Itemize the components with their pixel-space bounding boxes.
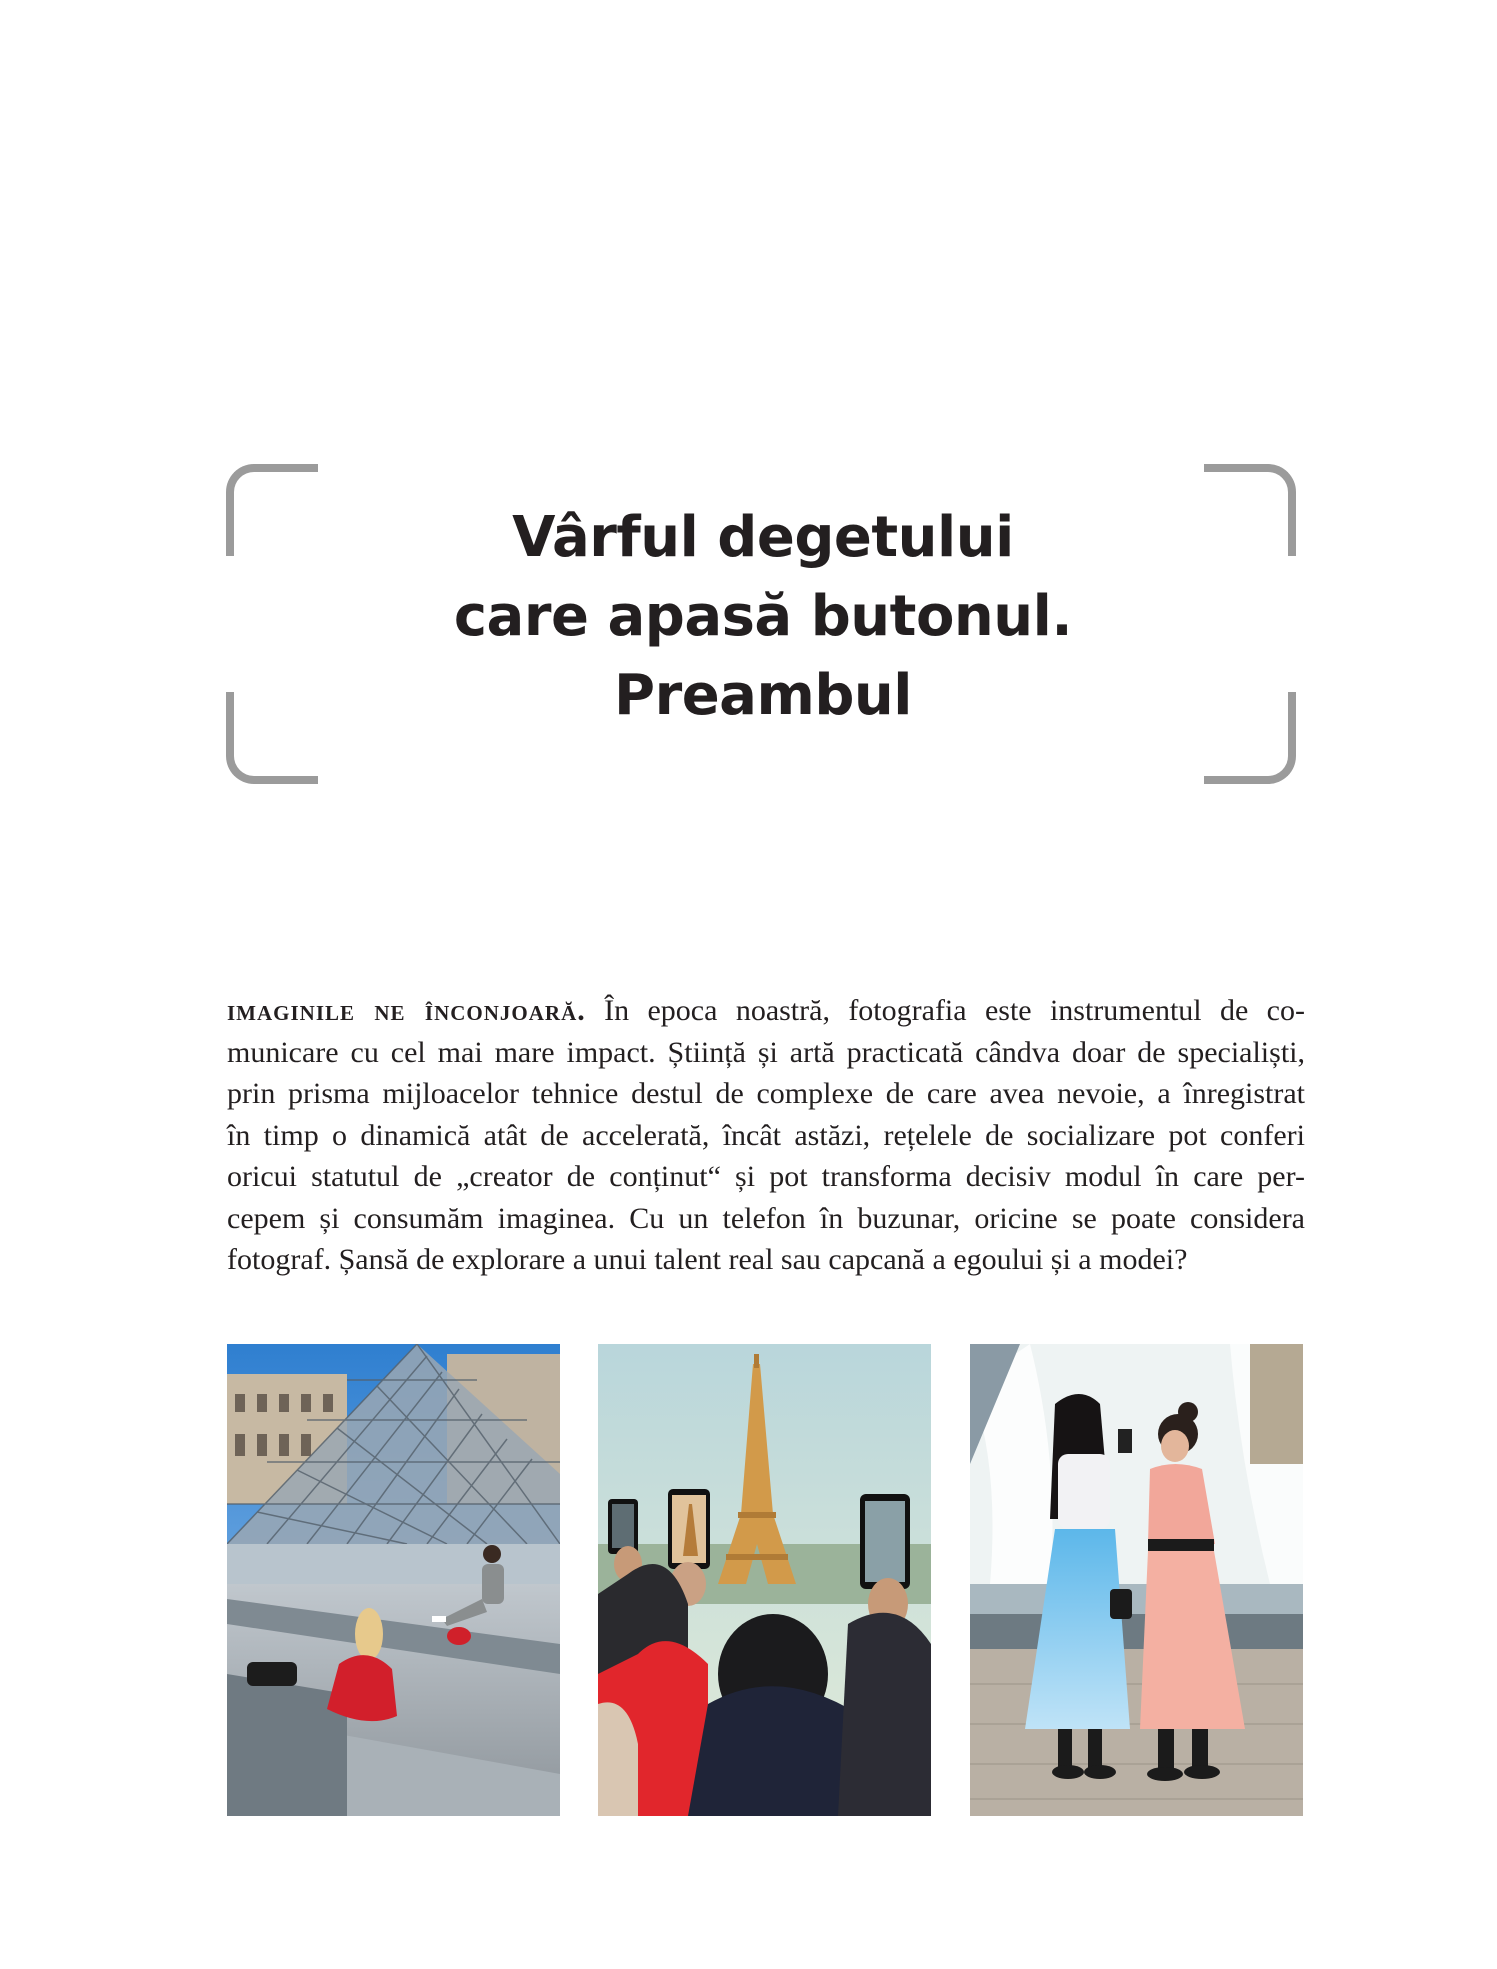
paragraph-line: fotograf. Șansă de explorare a unui talent real sau capcană a egoului și a modei? [227,1243,1188,1276]
paragraph-line: în timp o dinamică atât de accelerată, încât astăzi, rețelele de socializare pot conferi [227,1118,1305,1152]
paragraph-line: oricui statutul de „creator de conținut“ și pot transforma decisiv modul în care per- [227,1160,1305,1193]
louvre-pyramid-photo [227,1344,560,1816]
chapter-title-line: care apasă butonul. [453,584,1073,649]
two-women-fountain-photo [970,1344,1303,1816]
bracket-top-right [1204,464,1296,556]
intro-paragraph [227,990,1305,1281]
bracket-top-left [226,464,318,556]
paragraph-lead: imaginile ne înconjoară. [227,994,586,1027]
paragraph-line-text: În epoca noastră, fotografia este instrumentul de co- [585,994,1305,1027]
chapter-title [330,498,1196,735]
paragraph-line: municare cu cel mai mare impact. Știință și artă practicată cândva doar de specialiști, [227,1035,1305,1069]
bracket-bottom-left [226,692,318,784]
paragraph-line: cepem și consumăm imaginea. Cu un telefon în buzunar, oricine se poate considera [227,1201,1305,1235]
eiffel-tower-phones-photo [598,1344,931,1816]
chapter-title-line: Vârful degetului [512,505,1014,570]
bracket-bottom-right [1204,692,1296,784]
paragraph-line: prin prisma mijloacelor tehnice destul de complexe de care avea nevoie, a înregistrat [227,1077,1305,1110]
chapter-title-line: Preambul [614,663,912,728]
paragraph-line [227,990,1305,1032]
